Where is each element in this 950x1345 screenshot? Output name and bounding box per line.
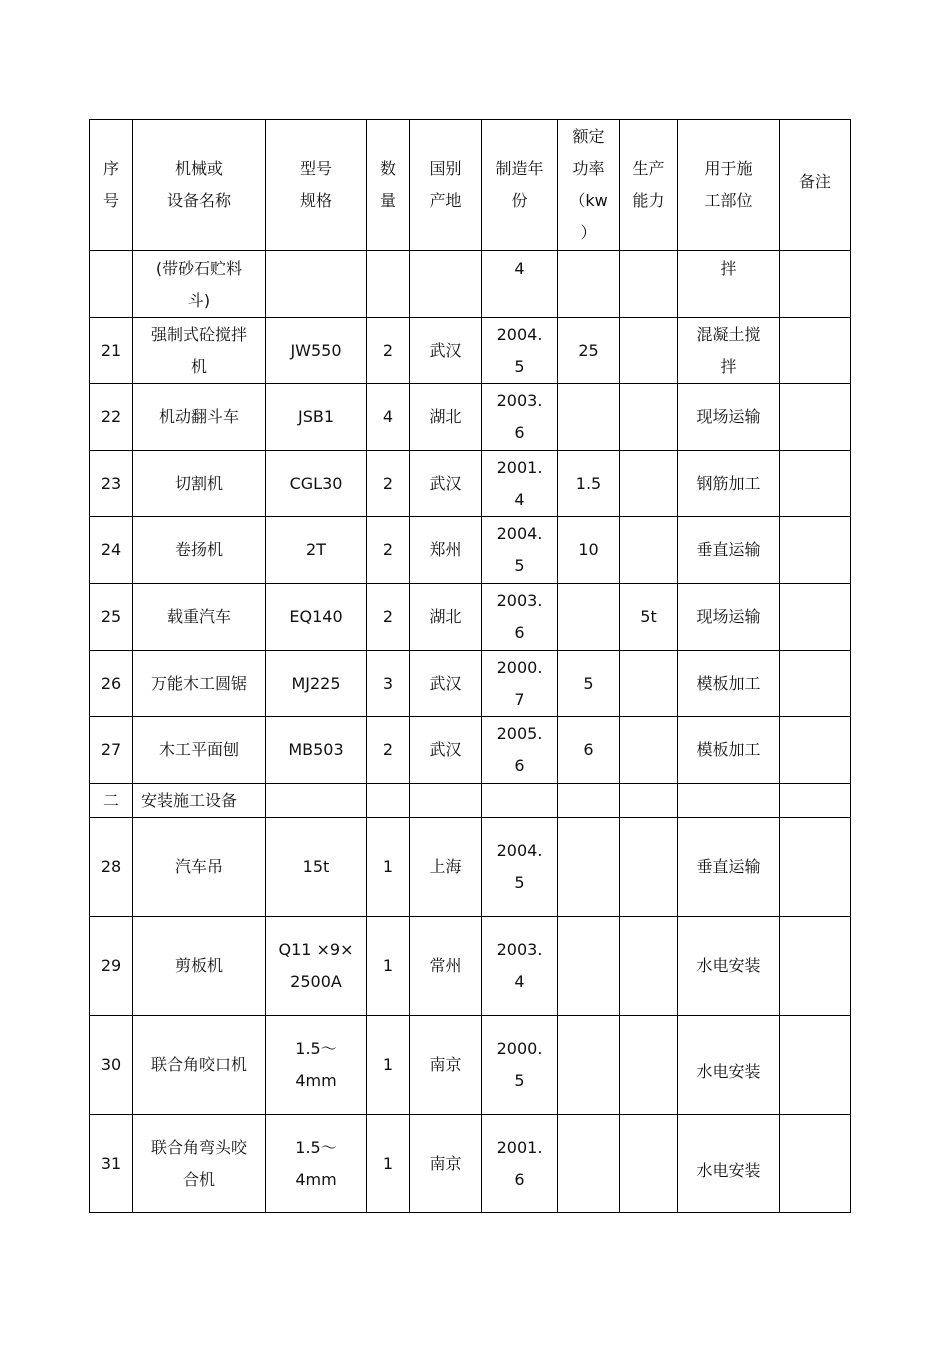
cell-remark [780, 917, 851, 1016]
header-name: 机械或 设备名称 [133, 120, 266, 251]
cell-usage: 水电安装 [678, 1016, 780, 1115]
header-no: 序 号 [90, 120, 133, 251]
cell-no: 26 [90, 651, 133, 717]
header-model: 型号 规格 [266, 120, 367, 251]
cell-usage: 钢筋加工 [678, 451, 780, 517]
cell-origin: 常州 [410, 917, 482, 1016]
cell-no [90, 251, 133, 318]
cell-name: 联合角弯头咬 合机 [133, 1115, 266, 1213]
cell-no: 21 [90, 318, 133, 384]
cell-remark [780, 651, 851, 717]
cell-remark [780, 251, 851, 318]
header-year: 制造年 份 [482, 120, 558, 251]
header-qty: 数 量 [367, 120, 410, 251]
cell-name: 万能木工圆锯 [133, 651, 266, 717]
cell-power [558, 584, 620, 651]
cell-no: 23 [90, 451, 133, 517]
cell-power [558, 818, 620, 917]
cell-remark [780, 1115, 851, 1213]
cell-origin: 郑州 [410, 517, 482, 584]
cell-capacity [620, 1016, 678, 1115]
table-row [90, 517, 851, 584]
header-remark: 备注 [780, 120, 851, 251]
cell-year: 2000. 7 [482, 651, 558, 717]
cell-model: MB503 [266, 717, 367, 784]
cell-usage: 拌 [678, 251, 780, 318]
table-row [90, 651, 851, 717]
cell-usage: 垂直运输 [678, 818, 780, 917]
cell-origin: 上海 [410, 818, 482, 917]
cell-origin: 湖北 [410, 384, 482, 451]
cell-capacity [620, 818, 678, 917]
table-body [90, 120, 851, 1213]
cell-usage: 模板加工 [678, 717, 780, 784]
cell-name: 汽车吊 [133, 818, 266, 917]
table-row [90, 917, 851, 1016]
cell-capacity [620, 251, 678, 318]
cell-name: 联合角咬口机 [133, 1016, 266, 1115]
cell-origin: 武汉 [410, 318, 482, 384]
cell-year: 2003. 4 [482, 917, 558, 1016]
cell-power: 1.5 [558, 451, 620, 517]
cell-name: 切割机 [133, 451, 266, 517]
cell-qty [367, 251, 410, 318]
cell-origin [410, 251, 482, 318]
cell-qty: 1 [367, 1016, 410, 1115]
cell-capacity [620, 318, 678, 384]
cell-usage: 混凝土搅 拌 [678, 318, 780, 384]
cell-year: 2003. 6 [482, 384, 558, 451]
cell-remark [780, 451, 851, 517]
cell-power: 25 [558, 318, 620, 384]
cell-model: JSB1 [266, 384, 367, 451]
cell-model: EQ140 [266, 584, 367, 651]
empty-cell [780, 784, 851, 818]
cell-origin: 武汉 [410, 717, 482, 784]
cell-year: 2000. 5 [482, 1016, 558, 1115]
header-capacity: 生产 能力 [620, 120, 678, 251]
cell-power [558, 1115, 620, 1213]
header-power: 额定 功率 （kw ） [558, 120, 620, 251]
cell-qty: 2 [367, 318, 410, 384]
cell-no: 30 [90, 1016, 133, 1115]
cell-year: 2001. 4 [482, 451, 558, 517]
cell-power [558, 384, 620, 451]
cell-origin: 武汉 [410, 651, 482, 717]
cell-origin: 武汉 [410, 451, 482, 517]
cell-power [558, 917, 620, 1016]
table-row [90, 384, 851, 451]
cell-qty: 1 [367, 818, 410, 917]
table-row [90, 251, 851, 318]
cell-capacity [620, 451, 678, 517]
cell-no: 27 [90, 717, 133, 784]
cell-qty: 3 [367, 651, 410, 717]
cell-model: 1.5～ 4mm [266, 1115, 367, 1213]
table-row [90, 1115, 851, 1213]
cell-origin: 南京 [410, 1016, 482, 1115]
cell-power: 6 [558, 717, 620, 784]
table-row [90, 584, 851, 651]
cell-remark [780, 818, 851, 917]
cell-name: 木工平面刨 [133, 717, 266, 784]
empty-cell [266, 784, 367, 818]
cell-remark [780, 717, 851, 784]
cell-capacity [620, 517, 678, 584]
cell-usage: 垂直运输 [678, 517, 780, 584]
cell-year: 2005. 6 [482, 717, 558, 784]
cell-model: 2T [266, 517, 367, 584]
cell-remark [780, 584, 851, 651]
cell-no: 31 [90, 1115, 133, 1213]
header-origin: 国别 产地 [410, 120, 482, 251]
cell-model: CGL30 [266, 451, 367, 517]
header-row [90, 120, 851, 251]
cell-year: 2001. 6 [482, 1115, 558, 1213]
cell-name: 机动翻斗车 [133, 384, 266, 451]
cell-usage: 现场运输 [678, 384, 780, 451]
cell-name: 卷扬机 [133, 517, 266, 584]
equipment-table [89, 119, 851, 1213]
cell-remark [780, 384, 851, 451]
cell-usage: 模板加工 [678, 651, 780, 717]
cell-power [558, 251, 620, 318]
cell-power [558, 1016, 620, 1115]
cell-usage: 现场运输 [678, 584, 780, 651]
cell-qty: 2 [367, 451, 410, 517]
cell-no: 25 [90, 584, 133, 651]
cell-name: 载重汽车 [133, 584, 266, 651]
cell-year: 2004. 5 [482, 517, 558, 584]
cell-model: 1.5～ 4mm [266, 1016, 367, 1115]
cell-no: 28 [90, 818, 133, 917]
section-row [90, 784, 851, 818]
cell-qty: 2 [367, 584, 410, 651]
cell-origin: 南京 [410, 1115, 482, 1213]
empty-cell [367, 784, 410, 818]
table-row [90, 717, 851, 784]
empty-cell [410, 784, 482, 818]
header-usage: 用于施 工部位 [678, 120, 780, 251]
cell-usage: 水电安装 [678, 917, 780, 1016]
cell-capacity [620, 384, 678, 451]
cell-origin: 湖北 [410, 584, 482, 651]
cell-qty: 1 [367, 1115, 410, 1213]
cell-year: 2004. 5 [482, 318, 558, 384]
cell-usage: 水电安装 [678, 1115, 780, 1213]
cell-capacity [620, 717, 678, 784]
empty-cell [678, 784, 780, 818]
cell-name: 剪板机 [133, 917, 266, 1016]
cell-model: JW550 [266, 318, 367, 384]
cell-capacity [620, 917, 678, 1016]
empty-cell [558, 784, 620, 818]
cell-qty: 1 [367, 917, 410, 1016]
cell-power: 10 [558, 517, 620, 584]
cell-model: Q11 ×9× 2500A [266, 917, 367, 1016]
cell-model: 15t [266, 818, 367, 917]
cell-capacity [620, 1115, 678, 1213]
cell-no: 29 [90, 917, 133, 1016]
cell-capacity [620, 651, 678, 717]
empty-cell [620, 784, 678, 818]
cell-year: 4 [482, 251, 558, 318]
cell-year: 2004. 5 [482, 818, 558, 917]
empty-cell [482, 784, 558, 818]
cell-name: 强制式砼搅拌 机 [133, 318, 266, 384]
cell-name: (带砂石贮料 斗) [133, 251, 266, 318]
section-title: 安装施工设备 [133, 784, 266, 818]
cell-remark [780, 1016, 851, 1115]
table-row [90, 1016, 851, 1115]
cell-model [266, 251, 367, 318]
table-row [90, 818, 851, 917]
cell-capacity: 5t [620, 584, 678, 651]
cell-power: 5 [558, 651, 620, 717]
cell-model: MJ225 [266, 651, 367, 717]
cell-qty: 2 [367, 717, 410, 784]
cell-qty: 2 [367, 517, 410, 584]
cell-no: 24 [90, 517, 133, 584]
cell-qty: 4 [367, 384, 410, 451]
cell-remark [780, 318, 851, 384]
table-row [90, 318, 851, 384]
cell-no: 22 [90, 384, 133, 451]
cell-remark [780, 517, 851, 584]
table-row [90, 451, 851, 517]
section-no: 二 [90, 784, 133, 818]
cell-year: 2003. 6 [482, 584, 558, 651]
